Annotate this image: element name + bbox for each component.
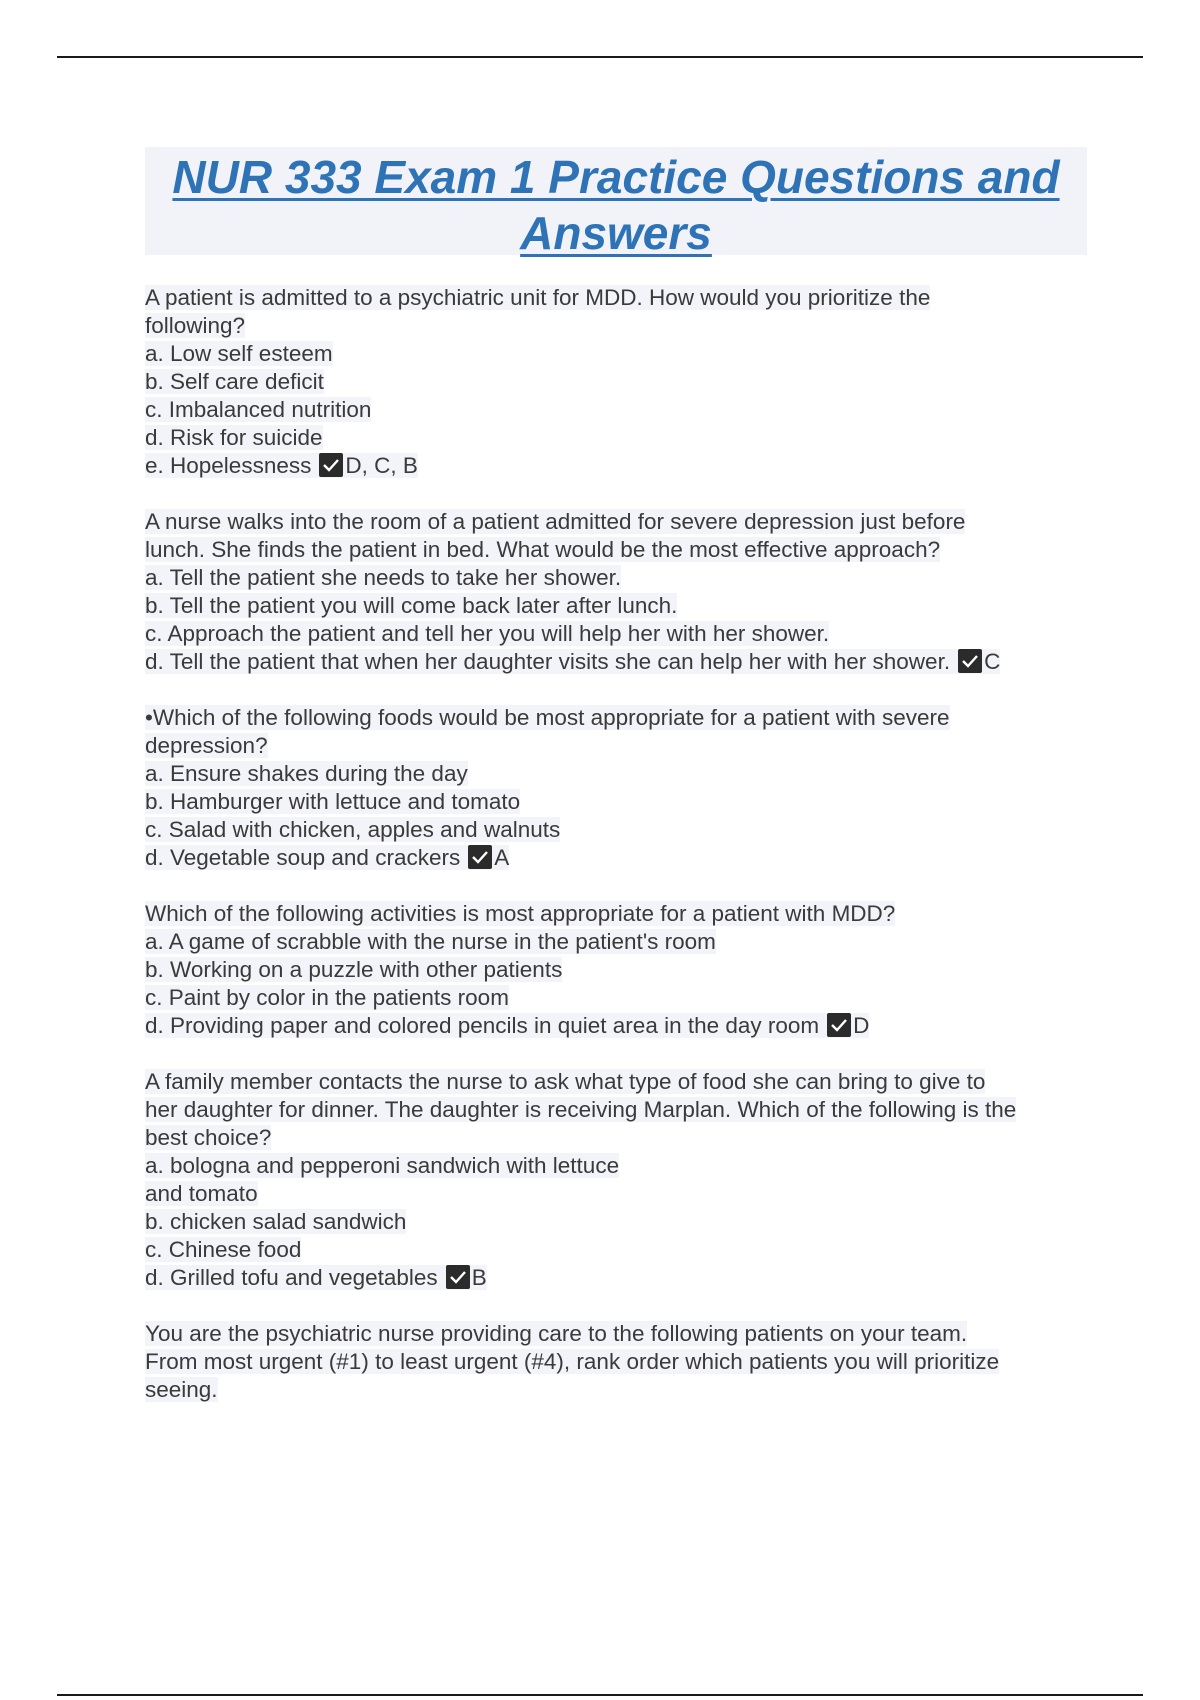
checkbox-checked-icon: [827, 1013, 851, 1037]
answer-option: c. Imbalanced nutrition: [145, 397, 372, 422]
answer-option: a. A game of scrabble with the nurse in the patient's room: [145, 929, 716, 954]
question-block: [145, 704, 1105, 872]
question-stem-line: From most urgent (#1) to least urgent (#4), rank order which patients you will prioritize: [145, 1349, 1000, 1374]
answer-option: b. chicken salad sandwich: [145, 1209, 407, 1234]
question-stem-line: •Which of the following foods would be most appropriate for a patient with severe: [145, 705, 950, 730]
question-stem-line: seeing.: [145, 1377, 218, 1402]
checkbox-checked-icon: [958, 649, 982, 673]
answer-option: d. Tell the patient that when her daughter visits she can help her with her shower.: [145, 649, 951, 674]
question-stem-line: depression?: [145, 733, 268, 758]
bottom-rule: [57, 1694, 1143, 1696]
question-stem-line: You are the psychiatric nurse providing care to the following patients on your team.: [145, 1321, 968, 1346]
correct-answer: B: [471, 1265, 487, 1290]
question-stem-line: Which of the following activities is most appropriate for a patient with MDD?: [145, 901, 896, 926]
answer-option: d. Risk for suicide: [145, 425, 323, 450]
answer-option: b. Tell the patient you will come back later after lunch.: [145, 593, 678, 618]
question-stem-line: following?: [145, 313, 246, 338]
title-block: [145, 147, 1087, 259]
correct-answer: D, C, B: [345, 453, 418, 478]
answer-option: c. Chinese food: [145, 1237, 302, 1262]
page-title: NUR 333 Exam 1 Practice Questions and Answers: [172, 151, 1060, 259]
question-stem-line: A family member contacts the nurse to ask what type of food she can bring to give to: [145, 1069, 986, 1094]
answer-option: b. Working on a puzzle with other patients: [145, 957, 563, 982]
answer-option: c. Salad with chicken, apples and walnuts: [145, 817, 561, 842]
checkbox-checked-icon: [468, 845, 492, 869]
answer-option: d. Providing paper and colored pencils in quiet area in the day room: [145, 1013, 820, 1038]
question-block: [145, 1068, 1105, 1292]
question-block: [145, 284, 1105, 480]
correct-answer: C: [984, 649, 1001, 674]
answer-option: e. Hopelessness: [145, 453, 312, 478]
correct-answer: D: [853, 1013, 870, 1038]
answer-option: b. Hamburger with lettuce and tomato: [145, 789, 521, 814]
question-stem-line: her daughter for dinner. The daughter is receiving Marplan. Which of the following is the: [145, 1097, 1017, 1122]
document-body: [145, 284, 1105, 1432]
answer-option: a. Low self esteem: [145, 341, 333, 366]
answer-option: a. Tell the patient she needs to take her shower.: [145, 565, 622, 590]
answer-option: c. Approach the patient and tell her you will help her with her shower.: [145, 621, 830, 646]
answer-option: a. Ensure shakes during the day: [145, 761, 468, 786]
answer-option: a. bologna and pepperoni sandwich with lettuce: [145, 1153, 620, 1178]
question-stem-line: A nurse walks into the room of a patient admitted for severe depression just before: [145, 509, 966, 534]
correct-answer: A: [494, 845, 510, 870]
answer-option: c. Paint by color in the patients room: [145, 985, 509, 1010]
question-stem-line: lunch. She finds the patient in bed. What would be the most effective approach?: [145, 537, 941, 562]
checkbox-checked-icon: [319, 453, 343, 477]
question-stem-line: A patient is admitted to a psychiatric unit for MDD. How would you prioritize the: [145, 285, 931, 310]
question-block: [145, 508, 1105, 676]
answer-option: and tomato: [145, 1181, 258, 1206]
answer-option: b. Self care deficit: [145, 369, 324, 394]
top-rule: [57, 56, 1143, 58]
question-stem-line: best choice?: [145, 1125, 272, 1150]
question-block: [145, 900, 1105, 1040]
answer-option: d. Grilled tofu and vegetables: [145, 1265, 438, 1290]
checkbox-checked-icon: [446, 1265, 470, 1289]
question-block: [145, 1320, 1105, 1404]
answer-option: d. Vegetable soup and crackers: [145, 845, 461, 870]
